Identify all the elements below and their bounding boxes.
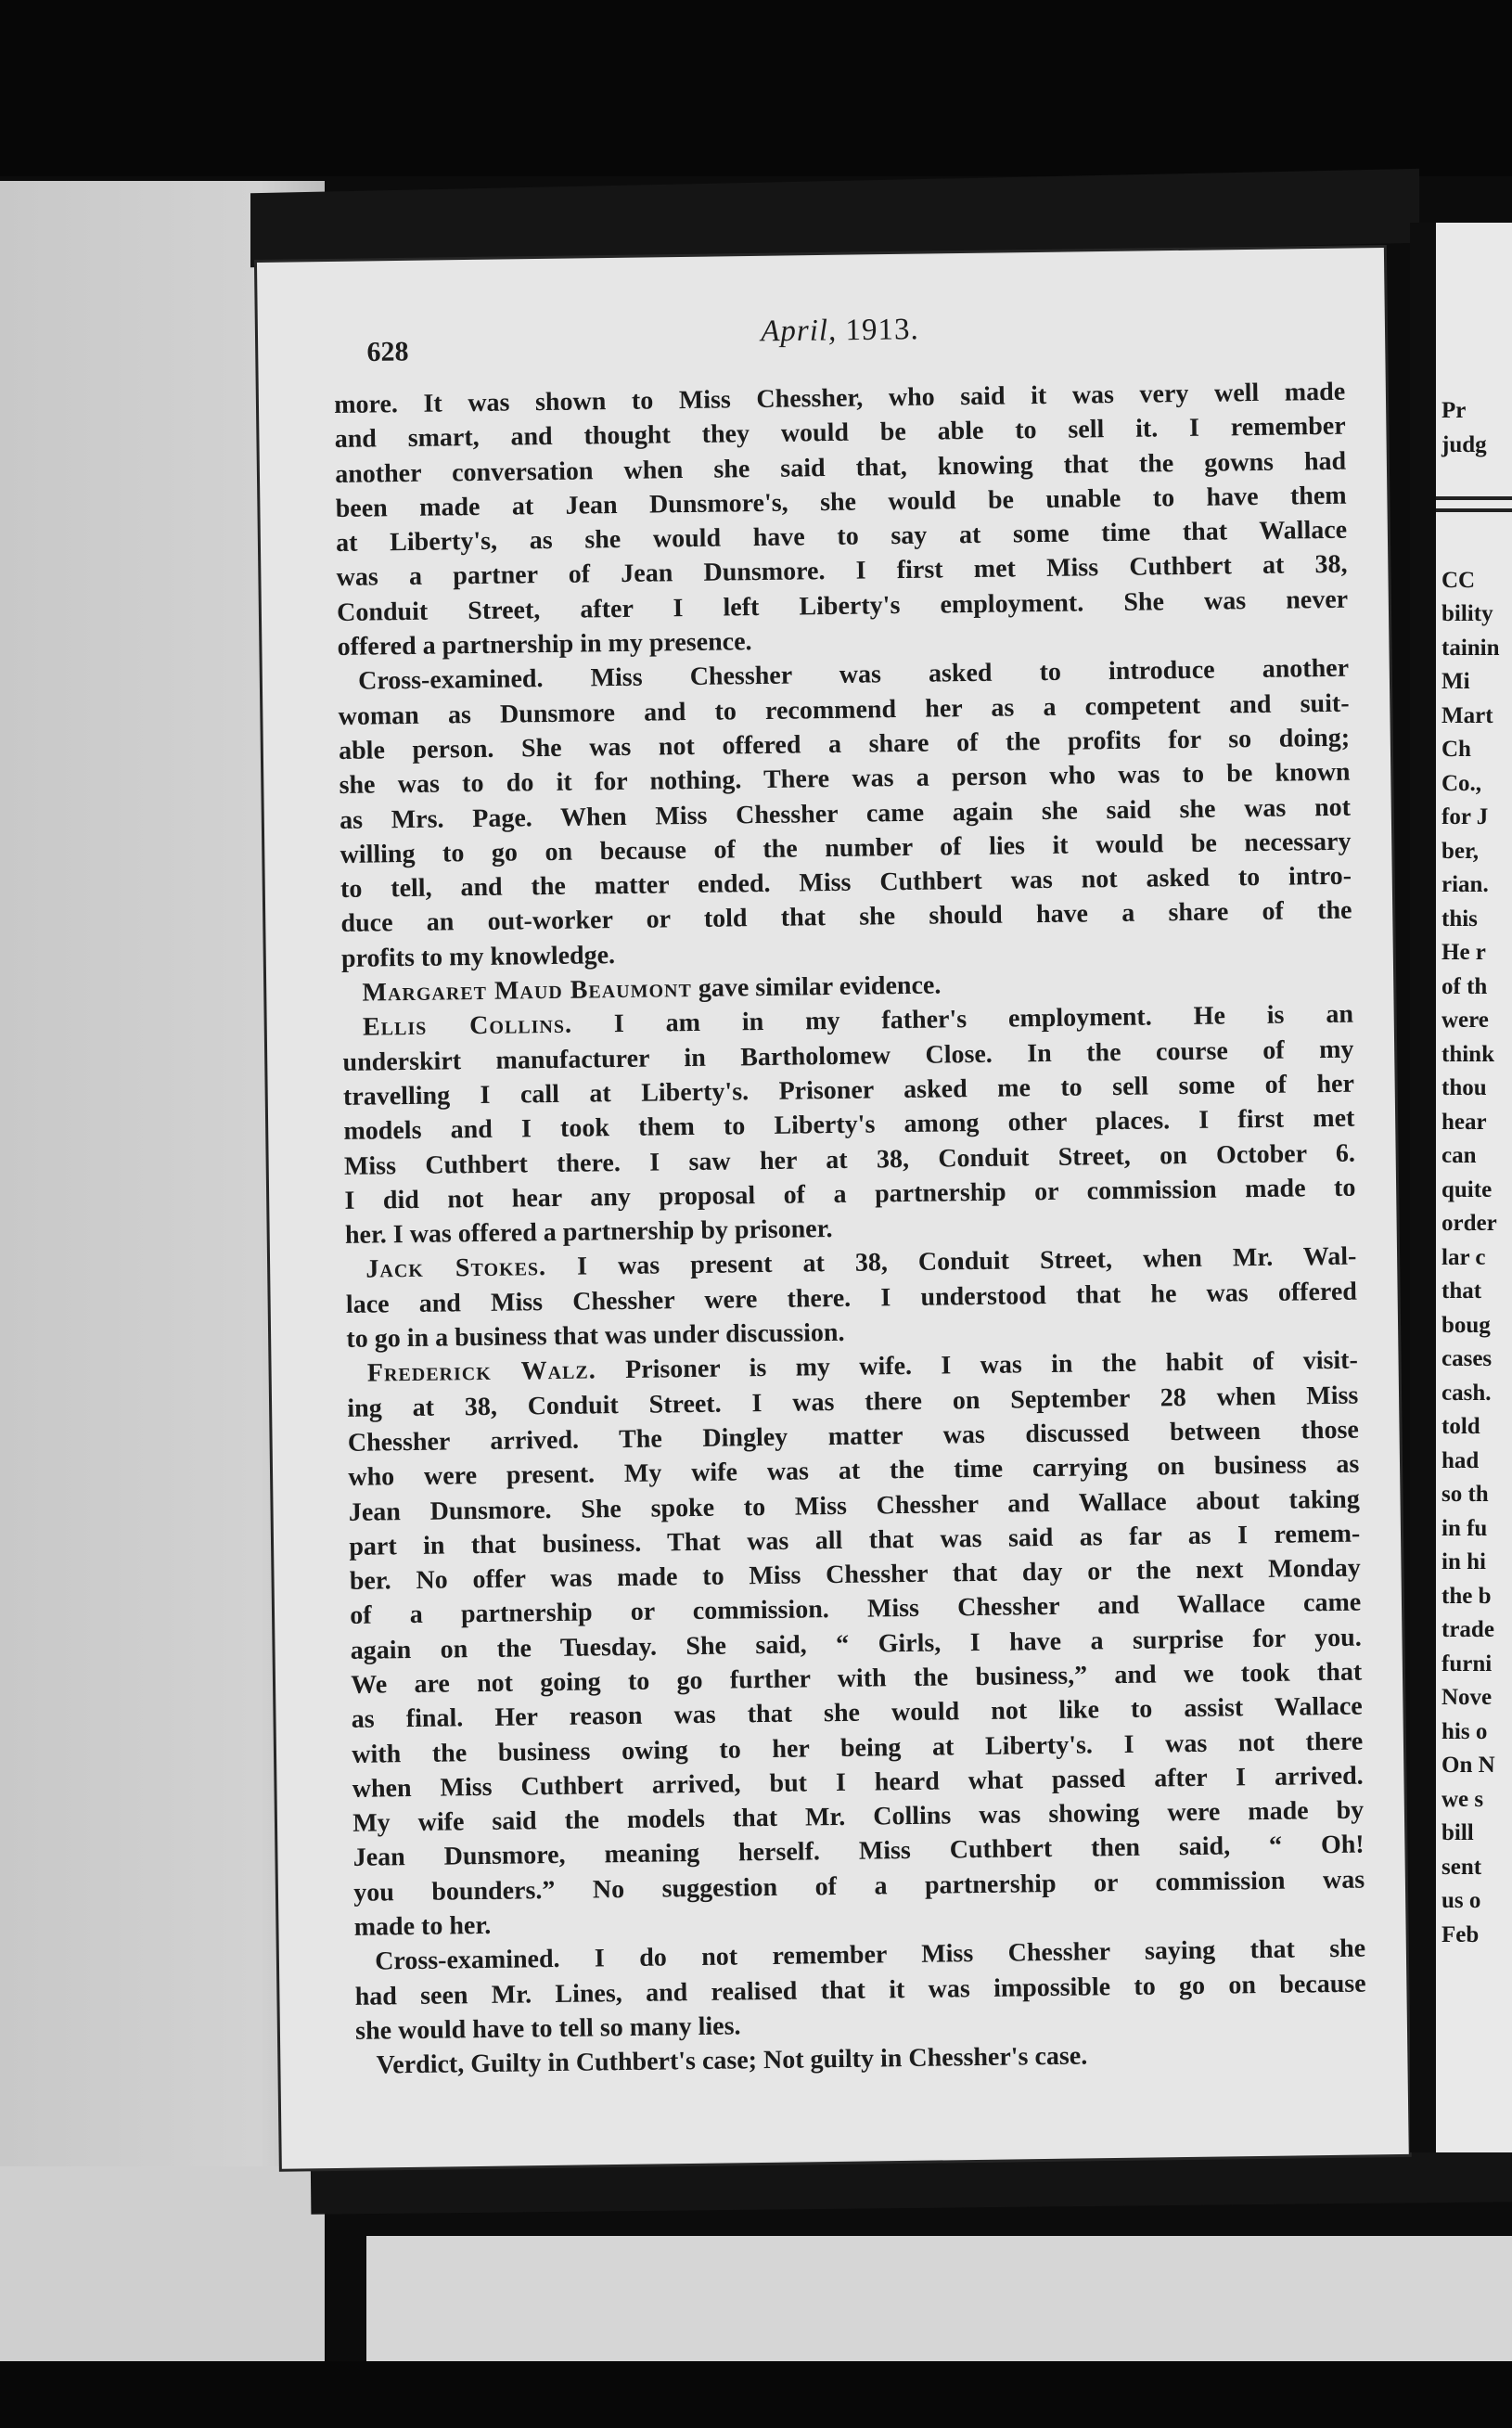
facing-page-fragment: hear <box>1442 1109 1487 1135</box>
line-text: models and I took them to Liberty's among other places. I first met <box>343 1103 1355 1147</box>
facing-page-fragment: that <box>1442 1278 1482 1304</box>
line-text: Prisoner is my wife. I was in the habit of visit- <box>596 1345 1359 1385</box>
facing-page-fragment: Mart <box>1442 702 1493 728</box>
facing-page-fragment: bility <box>1442 601 1493 626</box>
facing-page-text <box>1442 394 1500 1952</box>
page-gutter <box>1410 223 1436 2152</box>
witness-name: Margaret Maud Beaumont <box>362 974 693 1008</box>
line-text: when Miss Cuthbert arrived, but I heard what passed after I arrived. <box>352 1761 1364 1804</box>
line-text: Cross-examined. I do not remember Miss Chessher saying that she <box>375 1933 1366 1976</box>
line-text: she was to do it for nothing. There was a person who was to be known <box>339 757 1351 801</box>
facing-page-fragment <box>1442 462 1500 496</box>
facing-page-fragment: can <box>1442 1143 1477 1168</box>
facing-page-fragment: Mi <box>1442 669 1470 694</box>
facing-page-fragment: us o <box>1442 1888 1481 1913</box>
line-text: part in that business. That was all that was said as far as I remem- <box>349 1519 1361 1561</box>
witness-name: Frederick Walz. <box>366 1355 596 1388</box>
facing-page-fragment: the b <box>1442 1583 1492 1609</box>
line-text: more. It was shown to Miss Chessher, who said it was very well made <box>334 377 1346 419</box>
line-text: as Mrs. Page. When Miss Chessher came again she said she was not <box>339 792 1352 835</box>
line-text: underskirt manufacturer in Bartholomew Close. In the course of my <box>342 1034 1354 1077</box>
facing-page-fragment: furni <box>1442 1651 1493 1676</box>
facing-page-fragment: cash. <box>1442 1380 1492 1406</box>
facing-page-fragment: Co., <box>1442 770 1482 796</box>
facing-page-fragment: told <box>1442 1414 1480 1439</box>
line-text: travelling I call at Liberty's. Prisoner asked me to sell some of her <box>342 1069 1355 1111</box>
line-text: woman as Dunsmore and to recommend her as a competent and suit- <box>338 688 1350 731</box>
facing-page-fragment: of th <box>1442 973 1488 999</box>
line-text: with the business owing to her being at Liberty's. I was not there <box>352 1727 1364 1769</box>
lower-page-strip <box>366 2236 1512 2361</box>
witness-name: Ellis Collins. <box>362 1010 573 1042</box>
line-text: Miss Cuthbert there. I saw her at 38, Conduit Street, on October 6. <box>343 1138 1356 1181</box>
line-text: able person. She was not offered a share of the profits for so doing; <box>338 723 1351 765</box>
facing-page-fragment: On N <box>1442 1753 1495 1778</box>
line-text: you bounders.” No suggestion of a partnership or commission was <box>353 1865 1365 1908</box>
facing-page-fragment: lar c <box>1442 1244 1486 1270</box>
line-text: lace and Miss Chessher were there. I understood that he was offered <box>345 1277 1358 1319</box>
facing-page-fragment: think <box>1442 1041 1494 1067</box>
line-text: ing at 38, Conduit Street. I was there on September 28 when Miss <box>347 1381 1359 1423</box>
line-text: Chessher arrived. The Dingley matter was discussed between those <box>347 1415 1359 1458</box>
running-head-year: 1913. <box>845 313 920 348</box>
facing-page-fragment: trade <box>1442 1617 1494 1642</box>
facing-page-fragment: Ch <box>1442 737 1471 762</box>
line-text: offered a partnership in my presence. <box>337 627 752 662</box>
line-text: to go in a business that was under discussion. <box>346 1317 845 1354</box>
line-text: I am in my father's employment. He is an <box>571 1000 1354 1040</box>
facing-page-fragment: had <box>1442 1447 1480 1473</box>
body-text <box>334 375 1367 2084</box>
line-text: I was present at 38, Conduit Street, when Mr. Wal- <box>545 1242 1357 1282</box>
film-bottom-border <box>0 2361 1512 2428</box>
line-text: made to her. <box>353 1910 492 1942</box>
line-text: duce an out-worker or told that she should have a share of the <box>340 896 1352 939</box>
line-text: Jean Dunsmore. She spoke to Miss Chessher and Wallace about taking <box>348 1484 1360 1527</box>
facing-page-fragment: cases <box>1442 1346 1493 1371</box>
film-top-border <box>0 0 1512 176</box>
line-text: gave similar evidence. <box>691 970 942 1004</box>
line-text: Conduit Street, after I left Liberty's employment. She was never <box>336 585 1349 627</box>
facing-page-fragment: so th <box>1442 1482 1489 1507</box>
facing-page-fragment: were <box>1442 1008 1489 1033</box>
facing-page-fragment: in hi <box>1442 1549 1486 1574</box>
facing-page-fragment: He r <box>1442 940 1486 965</box>
line-text: again on the Tuesday. She said, “ Girls, I have a surprise for you. <box>350 1623 1362 1665</box>
line-text: Cross-examined. Miss Chessher was asked to introduce another <box>357 654 1350 697</box>
facing-page-fragment: rian. <box>1442 872 1489 897</box>
line-text: ber. No offer was made to Miss Chessher that day or the next Monday <box>349 1553 1361 1596</box>
adjacent-left-page-bottom <box>0 2166 325 2361</box>
facing-page-fragment: Nove <box>1442 1685 1493 1710</box>
facing-page-fragment: judg <box>1442 431 1487 457</box>
facing-page-fragment <box>1442 496 1500 531</box>
facing-page-fragment: order <box>1442 1211 1497 1236</box>
line-text: Verdict, Guilty in Cuthbert's case; Not guilty in Chessher's case. <box>376 2041 1088 2080</box>
line-text: willing to go on because of the number of lies it would be necessary <box>340 827 1352 869</box>
facing-page-fragment: ber, <box>1442 838 1480 864</box>
line-text: had seen Mr. Lines, and realised that it was impossible to go on because <box>354 1969 1366 2011</box>
facing-page-fragment: for J <box>1442 804 1489 829</box>
facing-page-fragment: Feb <box>1442 1921 1480 1947</box>
line-text: been made at Jean Dunsmore's, she would be unable to have them <box>335 481 1347 523</box>
running-head <box>761 313 919 349</box>
line-text: another conversation when she said that, knowing that the gowns had <box>335 446 1347 489</box>
line-text: of a partnership or commission. Miss Chessher and Wallace came <box>350 1588 1362 1631</box>
facing-page-fragment: bill <box>1442 1820 1474 1845</box>
line-text: Jean Dunsmore, meaning herself. Miss Cuthbert then said, “ Oh! <box>352 1831 1365 1873</box>
facing-page-fragment: CC <box>1442 567 1476 593</box>
facing-page-fragment: in fu <box>1442 1515 1488 1541</box>
line-text: I did not hear any proposal of a partnership or commission made to <box>344 1173 1356 1215</box>
line-text: We are not going to go further with the business,” and we took that <box>351 1657 1363 1700</box>
line-text: was a partner of Jean Dunsmore. I first met Miss Cuthbert at 38, <box>336 550 1348 593</box>
line-text: she would have to tell so many lies. <box>354 2011 741 2046</box>
line-text: to tell, and the matter ended. Miss Cuthbert was not asked to intro- <box>340 861 1352 905</box>
page-number: 628 <box>366 336 409 367</box>
facing-page-fragment: Pr <box>1442 398 1467 423</box>
facing-page-fragment <box>1442 530 1500 564</box>
facing-page-fragment: boug <box>1442 1312 1491 1338</box>
line-text: her. I was offered a partnership by prisoner. <box>344 1214 833 1251</box>
facing-page-fragment: thou <box>1442 1075 1487 1100</box>
running-head-month: April, <box>760 314 838 349</box>
facing-page <box>1436 223 1512 2152</box>
facing-page-fragment: we s <box>1442 1786 1484 1812</box>
line-text: at Liberty's, as she would have to say at some time that Wallace <box>335 515 1348 559</box>
line-text: and smart, and thought they would be able to sell it. I remember <box>334 412 1346 455</box>
line-text: who were present. My wife was at the time carrying on business as <box>348 1449 1360 1493</box>
facing-page-fragment: sent <box>1442 1854 1482 1880</box>
facing-page-fragment: his o <box>1442 1718 1488 1744</box>
witness-name: Jack Stokes. <box>365 1253 547 1285</box>
facing-page-fragment: tainin <box>1442 635 1500 661</box>
line-text: as final. Her reason was that she would not like to assist Wallace <box>351 1691 1363 1735</box>
line-text: profits to my knowledge. <box>340 940 616 973</box>
facing-page-fragment: this <box>1442 906 1478 931</box>
facing-page-fragment: quite <box>1442 1176 1493 1202</box>
line-text: My wife said the models that Mr. Collins was showing were made by <box>352 1795 1365 1839</box>
